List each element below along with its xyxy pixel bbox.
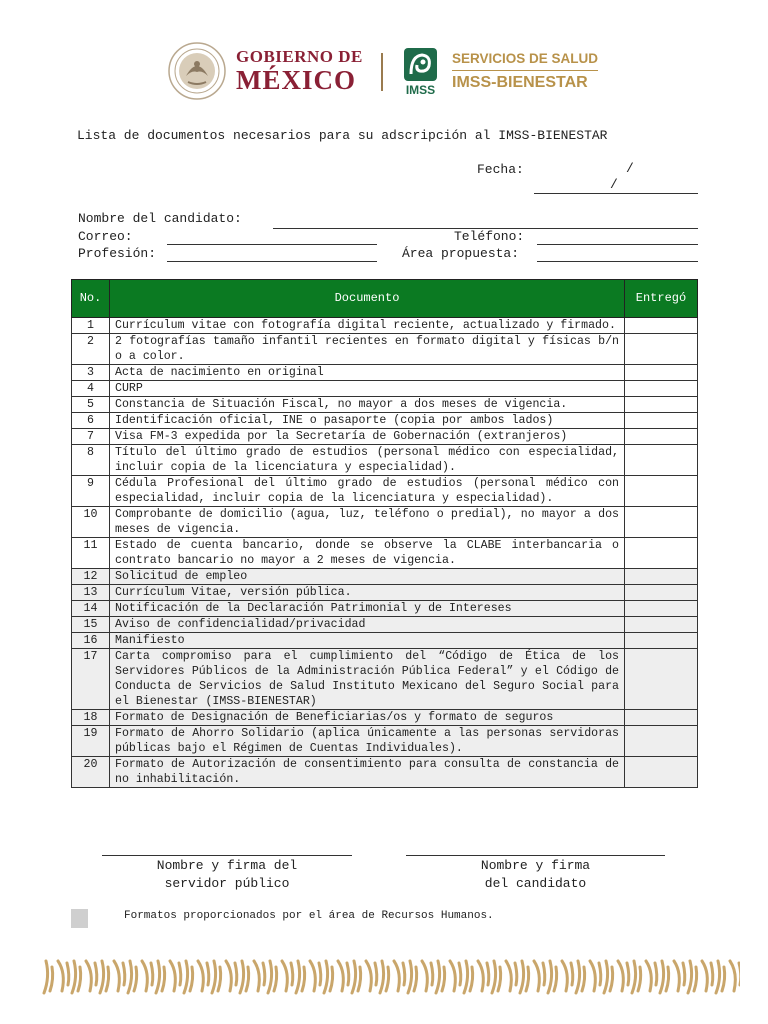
- documents-table: [71, 279, 698, 788]
- footer-ornament-stroke: [520, 961, 529, 993]
- row-number: 12: [72, 569, 110, 585]
- footer-ornament-stroke: [660, 961, 669, 993]
- table-row: [72, 538, 698, 569]
- row-entrego-cell[interactable]: [625, 649, 698, 710]
- row-document: Formato de Designación de Beneficiarias/os y formato de seguros: [110, 710, 625, 726]
- row-document: Carta compromiso para el cumplimiento del “Código de Ética de los Servidores Públicos de la Administración Pública Federal” y el Código de Conducta de Servicios de Salud Instituto Mexicano del Seguro Social para el Bienestar (IMSS-BIENESTAR): [110, 649, 625, 710]
- footer-ornament-stroke: [44, 961, 53, 993]
- table-row: [72, 649, 698, 710]
- table-row: [72, 585, 698, 601]
- table-row: [72, 445, 698, 476]
- fecha-separator-2: /: [610, 177, 618, 192]
- table-row: [72, 633, 698, 649]
- servidor-signature-label: [102, 857, 352, 893]
- table-row: [72, 429, 698, 445]
- row-entrego-cell[interactable]: [625, 710, 698, 726]
- candidato-signature-label: [406, 857, 665, 893]
- footer-ornament-stroke: [86, 961, 97, 991]
- row-document: CURP: [110, 381, 625, 397]
- correo-field[interactable]: [167, 244, 377, 245]
- telefono-field[interactable]: [537, 244, 698, 245]
- row-number: 8: [72, 445, 110, 476]
- row-number: 18: [72, 710, 110, 726]
- footer-ornament-stroke: [450, 961, 461, 991]
- footer-ornament-stroke: [100, 961, 109, 993]
- footer-ornament-stroke: [212, 961, 221, 993]
- row-entrego-cell[interactable]: [625, 757, 698, 788]
- row-document: Currículum Vitae, versión pública.: [110, 585, 625, 601]
- row-number: 7: [72, 429, 110, 445]
- table-row: [72, 334, 698, 365]
- row-entrego-cell[interactable]: [625, 334, 698, 365]
- footer-ornament-stroke: [646, 961, 657, 991]
- table-row: [72, 476, 698, 507]
- footer-ornament-stroke: [674, 961, 685, 991]
- fecha-field[interactable]: [534, 193, 698, 194]
- footer-ornament-stroke: [492, 961, 501, 993]
- document-title: Lista de documentos necesarios para su adscripción al IMSS-BIENESTAR: [77, 128, 608, 143]
- footer-ornament-stroke: [184, 961, 193, 993]
- table-row: [72, 507, 698, 538]
- row-number: 2: [72, 334, 110, 365]
- table-row: [72, 601, 698, 617]
- row-entrego-cell[interactable]: [625, 617, 698, 633]
- nombre-candidato-label: Nombre del candidato:: [78, 211, 242, 226]
- footer-ornament-stroke: [366, 961, 377, 991]
- imss-logo-icon: [402, 48, 439, 96]
- row-document: Currículum vitae con fotografía digital reciente, actualizado y firmado.: [110, 318, 625, 334]
- row-number: 15: [72, 617, 110, 633]
- row-entrego-cell[interactable]: [625, 538, 698, 569]
- table-row: [72, 757, 698, 788]
- row-number: 4: [72, 381, 110, 397]
- row-document: Aviso de confidencialidad/privacidad: [110, 617, 625, 633]
- ss-divider: [452, 70, 598, 71]
- row-document: Comprobante de domicilio (agua, luz, teléfono o predial), no mayor a dos meses de vigencia.: [110, 507, 625, 538]
- footer-ornament-stroke: [156, 961, 165, 993]
- footer-ornament-stroke: [226, 961, 237, 991]
- column-header-no: No.: [72, 280, 110, 318]
- candidato-signature-line1: Nombre y firma: [480, 858, 591, 873]
- footer-ornament-stroke: [114, 961, 125, 991]
- row-number: 19: [72, 726, 110, 757]
- table-row: [72, 413, 698, 429]
- row-entrego-cell[interactable]: [625, 585, 698, 601]
- row-entrego-cell[interactable]: [625, 381, 698, 397]
- footer-ornament-stroke: [72, 961, 81, 993]
- footer-ornament-stroke: [618, 961, 629, 991]
- footer-ornament-stroke: [380, 961, 389, 993]
- footer-ornament-stroke: [464, 961, 473, 993]
- row-number: 9: [72, 476, 110, 507]
- row-entrego-cell[interactable]: [625, 726, 698, 757]
- row-document: Constancia de Situación Fiscal, no mayor a dos meses de vigencia.: [110, 397, 625, 413]
- footer-ornament-stroke: [408, 961, 417, 993]
- footer-ornament-stroke: [506, 961, 517, 991]
- footer-ornament-stroke: [702, 961, 713, 991]
- footer-ornament-stroke: [548, 961, 557, 993]
- row-entrego-cell[interactable]: [625, 633, 698, 649]
- table-row: [72, 617, 698, 633]
- ss-line1: SERVICIOS DE SALUD: [452, 51, 599, 66]
- footer-ornament-stroke: [730, 961, 740, 991]
- row-document: Visa FM-3 expedida por la Secretaría de Gobernación (extranjeros): [110, 429, 625, 445]
- table-row: [72, 365, 698, 381]
- row-number: 20: [72, 757, 110, 788]
- area-propuesta-field[interactable]: [537, 261, 698, 262]
- candidato-signature-line2: del candidato: [484, 876, 587, 891]
- row-document: Título del último grado de estudios (personal médico con especialidad, incluir copia de la licenciatura y especialidad).: [110, 445, 625, 476]
- servidor-signature-line1: Nombre y firma del: [156, 858, 298, 873]
- coat-of-arms-seal-icon: [168, 42, 226, 100]
- row-entrego-cell[interactable]: [625, 397, 698, 413]
- gob-line2: MÉXICO: [236, 65, 356, 95]
- correo-label: Correo:: [78, 229, 133, 244]
- row-number: 13: [72, 585, 110, 601]
- footer-ornament-stroke: [198, 961, 209, 991]
- servidor-signature-line2: servidor público: [164, 876, 290, 891]
- table-row: [72, 726, 698, 757]
- row-number: 3: [72, 365, 110, 381]
- telefono-label: Teléfono:: [454, 229, 525, 244]
- footer-ornament-stroke: [296, 961, 305, 993]
- row-entrego-cell[interactable]: [625, 601, 698, 617]
- row-number: 14: [72, 601, 110, 617]
- candidato-signature-line[interactable]: [406, 855, 665, 856]
- row-document: Cédula Profesional del último grado de estudios (personal médico con especialidad, incluir copia de la licenciatura y especialidad).: [110, 476, 625, 507]
- table-row: [72, 381, 698, 397]
- footer-ornament-stroke: [254, 961, 265, 991]
- footer-ornament-stroke: [282, 961, 293, 991]
- footer-ornament-stroke: [58, 961, 69, 991]
- row-document: Formato de Ahorro Solidario (aplica únicamente a las personas servidoras públicas bajo el Régimen de Cuentas Individuales).: [110, 726, 625, 757]
- row-document: Identificación oficial, INE o pasaporte (copia por ambos lados): [110, 413, 625, 429]
- footer-ornament-stroke: [436, 961, 445, 993]
- table-header-row: [72, 280, 698, 318]
- page-header: [0, 38, 768, 108]
- row-number: 10: [72, 507, 110, 538]
- logo-divider: [381, 53, 383, 91]
- decorative-footer-pattern: [40, 955, 740, 997]
- footer-ornament-stroke: [576, 961, 585, 993]
- row-document: Notificación de la Declaración Patrimonial y de Intereses: [110, 601, 625, 617]
- row-number: 1: [72, 318, 110, 334]
- row-entrego-cell[interactable]: [625, 413, 698, 429]
- row-number: 17: [72, 649, 110, 710]
- gob-line1: GOBIERNO DE: [236, 47, 363, 66]
- footer-ornament-stroke: [534, 961, 545, 991]
- footer-ornament-stroke: [240, 961, 249, 993]
- footer-ornament-stroke: [310, 961, 321, 991]
- row-document: Manifiesto: [110, 633, 625, 649]
- footer-ornament-stroke: [324, 961, 333, 993]
- row-entrego-cell[interactable]: [625, 318, 698, 334]
- servidor-signature-line[interactable]: [102, 855, 352, 856]
- footer-ornament-stroke: [352, 961, 361, 993]
- footer-ornament-stroke: [268, 961, 277, 993]
- table-body: [72, 318, 698, 788]
- row-number: 6: [72, 413, 110, 429]
- row-number: 16: [72, 633, 110, 649]
- row-document: 2 fotografías tamaño infantil recientes en formato digital y físicas b/n o a color.: [110, 334, 625, 365]
- row-entrego-cell[interactable]: [625, 476, 698, 507]
- footer-ornament-stroke: [478, 961, 489, 991]
- column-header-entrego: Entregó: [625, 280, 698, 318]
- footer-ornament-stroke: [170, 961, 181, 991]
- table-row: [72, 710, 698, 726]
- gobierno-de-mexico-logo: [236, 48, 363, 94]
- footer-ornament-stroke: [688, 961, 697, 993]
- row-number: 11: [72, 538, 110, 569]
- area-propuesta-label: Área propuesta:: [402, 246, 520, 261]
- servicios-de-salud-logo: [452, 51, 598, 91]
- footer-ornament-stroke: [142, 961, 153, 991]
- footer-ornament-stroke: [604, 961, 613, 993]
- table-row: [72, 397, 698, 413]
- row-entrego-cell[interactable]: [625, 365, 698, 381]
- column-header-documento: Documento: [110, 280, 625, 318]
- ss-line2: IMSS-BIENESTAR: [452, 74, 588, 91]
- footer-ornament-stroke: [128, 961, 137, 993]
- footer-ornament-stroke: [716, 961, 725, 993]
- row-document: Acta de nacimiento en original: [110, 365, 625, 381]
- row-entrego-cell[interactable]: [625, 445, 698, 476]
- table-row: [72, 318, 698, 334]
- row-entrego-cell[interactable]: [625, 429, 698, 445]
- imss-logo-text: IMSS: [405, 83, 436, 96]
- footer-ornament-stroke: [422, 961, 433, 991]
- shaded-legend-note: Formatos proporcionados por el área de Recursos Humanos.: [124, 910, 494, 922]
- table-row: [72, 569, 698, 585]
- row-document: Formato de Autorización de consentimiento para consulta de constancia de no inhabilitación.: [110, 757, 625, 788]
- footer-ornament-stroke: [632, 961, 641, 993]
- footer-ornament-stroke: [590, 961, 601, 991]
- row-document: Estado de cuenta bancario, donde se observe la CLABE interbancaria o contrato bancario no mayor a 2 meses de vigencia.: [110, 538, 625, 569]
- row-number: 5: [72, 397, 110, 413]
- row-document: Solicitud de empleo: [110, 569, 625, 585]
- shaded-legend-swatch: [71, 909, 88, 928]
- profesion-label: Profesión:: [78, 246, 157, 261]
- fecha-separator-1: /: [626, 161, 634, 176]
- profesion-field[interactable]: [167, 261, 377, 262]
- fecha-label: Fecha:: [477, 162, 524, 177]
- row-entrego-cell[interactable]: [625, 569, 698, 585]
- row-entrego-cell[interactable]: [625, 507, 698, 538]
- footer-ornament-stroke: [338, 961, 349, 991]
- footer-ornament-stroke: [562, 961, 573, 991]
- footer-ornament-stroke: [394, 961, 405, 991]
